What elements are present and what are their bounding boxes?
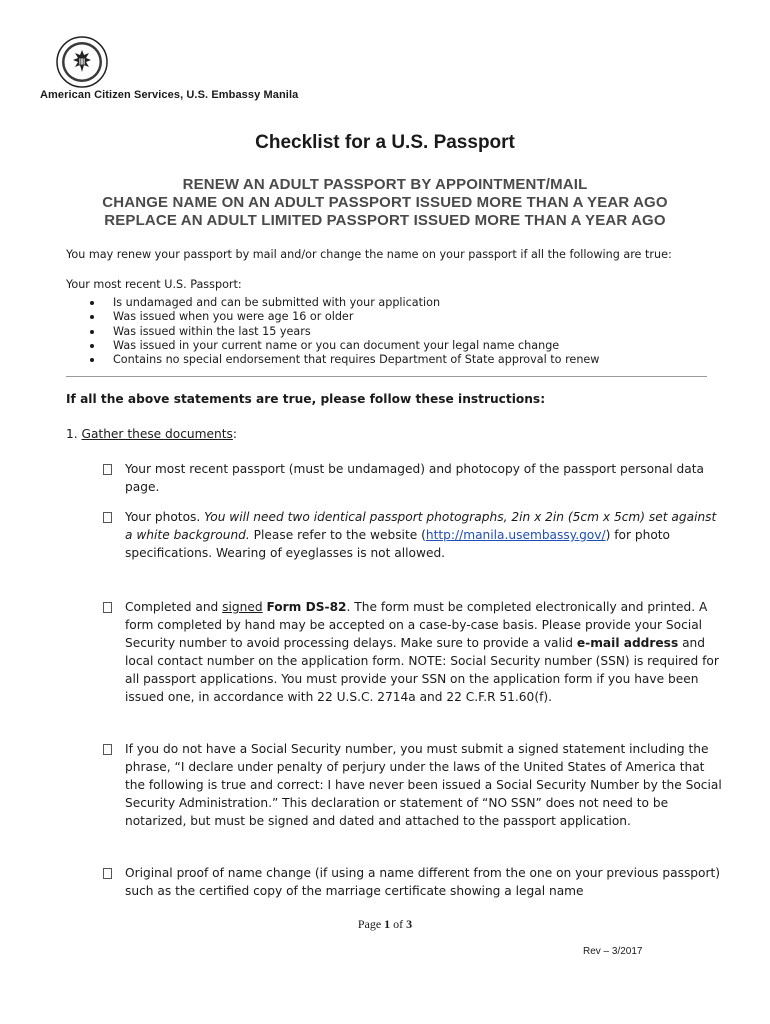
step-label: Gather these documents bbox=[81, 427, 233, 441]
conditions-list bbox=[90, 296, 599, 367]
checkbox-icon bbox=[103, 512, 112, 523]
step-suffix: : bbox=[232, 427, 237, 441]
step-1 bbox=[66, 427, 237, 441]
bullet-icon bbox=[90, 301, 94, 305]
bullet-icon bbox=[90, 330, 94, 334]
embassy-website-link[interactable]: http://manila.usembassy.gov/ bbox=[425, 528, 606, 542]
revision-label: Rev – 3/2017 bbox=[583, 946, 643, 957]
heading-replace: REPLACE AN ADULT LIMITED PASSPORT ISSUED MORE THAN A YEAR AGO bbox=[104, 212, 666, 229]
recent-passport-label: Your most recent U.S. Passport: bbox=[66, 278, 242, 291]
service-headings bbox=[0, 176, 770, 230]
list-item: Contains no special endorsement that requires Department of State approval to renew bbox=[90, 353, 599, 367]
item-text: Completed and signed Form DS-82. The form must be completed electronically and printed. A form completed by hand may be accepted on a case-by-case basis. Please provide your Social Security number to avoid processing delays. Make sure to provide a valid e-mail address and local contact number on the application form. NOTE: Social Security number (SSN) is required for all passport applications. You must provide your SSN on the application form if you have been issued one, in accordance with 22 U.S.C. 2714a and 22 C.F.R 51.60(f). bbox=[125, 600, 719, 704]
agency-header: American Citizen Services, U.S. Embassy Manila bbox=[40, 89, 299, 101]
checklist-item-passport bbox=[103, 460, 723, 496]
checkbox-icon bbox=[103, 868, 112, 879]
checkbox-icon bbox=[103, 464, 112, 475]
bullet-icon bbox=[90, 344, 94, 348]
page-number: Page 1 of 3 bbox=[357, 917, 413, 931]
bullet-icon bbox=[90, 315, 94, 319]
bullet-icon bbox=[90, 358, 94, 362]
item-text: Your most recent passport (must be undamaged) and photocopy of the passport personal data page. bbox=[125, 462, 704, 494]
list-item: Was issued in your current name or you can document your legal name change bbox=[90, 339, 599, 353]
checkbox-icon bbox=[103, 602, 112, 613]
list-item: Was issued within the last 15 years bbox=[90, 325, 599, 339]
item-text: Your photos. You will need two identical passport photographs, 2in x 2in (5cm x 5cm) set against a white background. Please refer to the website (http://manila.usembassy.gov/) for photo specifications. Wearing of eyeglasses is not allowed. bbox=[125, 510, 717, 560]
checklist-item-name-change bbox=[103, 864, 723, 900]
embassy-seal-icon bbox=[56, 36, 108, 88]
item-text: Original proof of name change (if using a name different from the one on your previous passport) such as the certified copy of the marriage certificate showing a legal name bbox=[125, 866, 721, 898]
checklist-item-photos bbox=[103, 508, 723, 562]
intro-text: You may renew your passport by mail and/or change the name on your passport if all the following are true: bbox=[66, 248, 672, 261]
heading-name-change: CHANGE NAME ON AN ADULT PASSPORT ISSUED MORE THAN A YEAR AGO bbox=[102, 194, 668, 211]
instructions-heading: If all the above statements are true, please follow these instructions: bbox=[66, 392, 546, 406]
step-number: 1. bbox=[66, 427, 78, 441]
heading-renew: RENEW AN ADULT PASSPORT BY APPOINTMENT/MAIL bbox=[182, 176, 588, 193]
page-title: Checklist for a U.S. Passport bbox=[255, 132, 515, 153]
item-text: If you do not have a Social Security number, you must submit a signed statement including the phrase, “I declare under penalty of perjury under the laws of the United States of America that the following is true and correct: I have never been issued a Social Security Number by the Social Security Administration.” This declaration or statement of “NO SSN” does not need to be notarized, but must be signed and dated and attached to the passport application. bbox=[125, 742, 722, 828]
checklist-item-no-ssn bbox=[103, 740, 723, 830]
checkbox-icon bbox=[103, 744, 112, 755]
section-divider bbox=[66, 376, 707, 377]
list-item: Is undamaged and can be submitted with your application bbox=[90, 296, 599, 310]
checklist-item-form bbox=[103, 598, 723, 706]
list-item: Was issued when you were age 16 or older bbox=[90, 310, 599, 324]
